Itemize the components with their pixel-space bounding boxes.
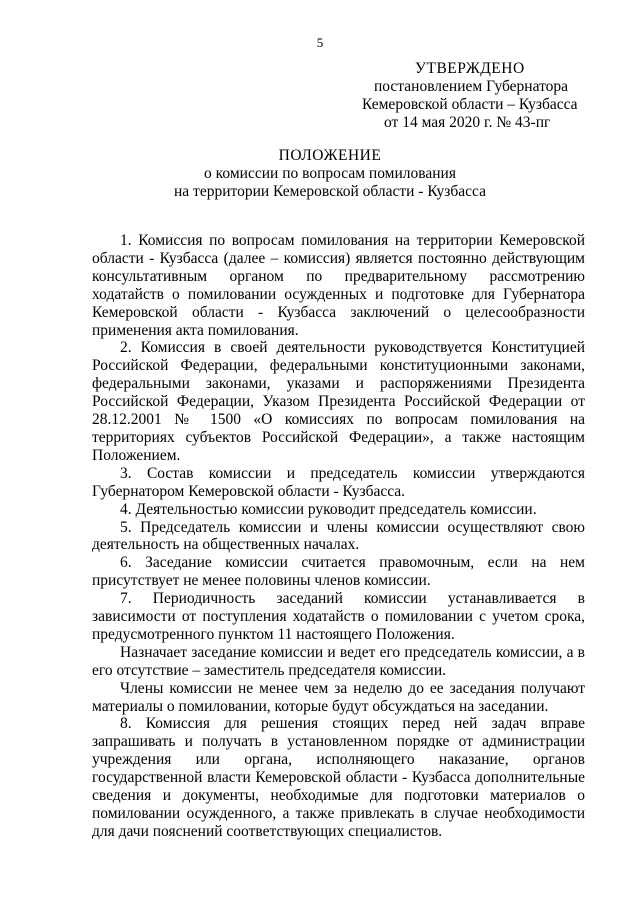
approval-region-line: Кемеровской области – Кузбасса	[362, 96, 578, 113]
paragraph-6: 6. Заседание комиссии считается правомочным, если на нем присутствует не менее половины членов комиссии.	[92, 554, 585, 590]
approval-stamp	[355, 60, 595, 132]
document-heading	[0, 147, 640, 201]
paragraph-7-continued: Назначает заседание комиссии и ведет его председатель комиссии, а в его отсутствие – заместитель председателя комиссии.	[92, 643, 585, 679]
document-title: ПОЛОЖЕНИЕ	[278, 147, 382, 164]
paragraph-3: 3. Состав комиссии и председатель комиссии утверждаются Губернатором Кемеровской области - Кузбасса.	[92, 464, 585, 500]
paragraph-1: 1. Комиссия по вопросам помилования на территории Кемеровской области - Кузбасса (далее – комиссия) является постоянно действующим консультативным органом по предварительному рассмотрению ходатайств о помиловании осужденных и подготовке для Губернатора Кемеровской области - Кузбасса заключений о целесообразности применения акта помилования.	[92, 232, 585, 339]
paragraph-7-members: Члены комиссии не менее чем за неделю до ее заседания получают материалы о помиловании, которые будут обсуждаться на заседании.	[92, 679, 585, 715]
paragraph-4: 4. Деятельностью комиссии руководит председатель комиссии.	[120, 500, 537, 518]
approval-date-line: от 14 мая 2020 г. № 43-пг	[384, 114, 551, 131]
approval-decree-line: постановлением Губернатора	[374, 78, 569, 95]
paragraph-7: 7. Периодичность заседаний комиссии устанавливается в зависимости от поступления ходатайств о помиловании с учетом срока, предусмотренного пунктом 11 настоящего Положения.	[92, 590, 585, 643]
document-subtitle-line: о комиссии по вопросам помилования	[204, 165, 456, 182]
paragraph-5: 5. Председатель комиссии и члены комиссии осуществляют свою деятельность на общественных началах.	[92, 518, 585, 554]
approval-title: УТВЕРЖДЕНО	[415, 60, 525, 77]
document-subtitle-line: на территории Кемеровской области - Кузбасса	[174, 183, 486, 200]
paragraph-2: 2. Комиссия в своей деятельности руководствуется Конституцией Российской Федерации, федеральными конституционными законами, федеральными законами, указами и распоряжениями Президента Российской Федерации, Указом Президента Российской Федерации от 28.12.2001 № 1500 «О комиссиях по вопросам помилования на территориях субъектов Российской Федерации», а также настоящим Положением.	[92, 339, 585, 464]
page-number: 5	[316, 35, 324, 50]
document-body	[92, 232, 585, 841]
paragraph-8: 8. Комиссия для решения стоящих перед ней задач вправе запрашивать и получать в установленном порядке от администрации учреждения или органа, исполняющего наказание, органов государственной власти Кемеровской области - Кузбасса дополнительные сведения и документы, необходимые для подготовки материалов о помиловании осужденного, а также привлекать в случае необходимости для дачи пояснений соответствующих специалистов.	[92, 715, 585, 840]
